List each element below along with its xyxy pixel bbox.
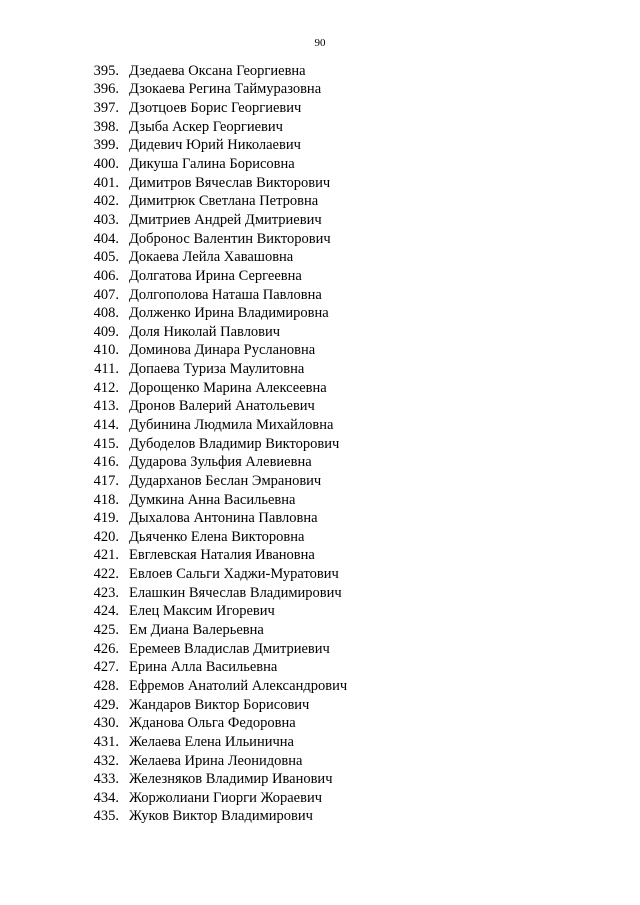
entry-name: Допаева Туриза Маулитовна <box>129 361 305 378</box>
entry-name: Дидевич Юрий Николаевич <box>129 137 301 154</box>
entry-name: Дзокаева Регина Таймуразовна <box>129 81 322 98</box>
entry-number: 411. <box>94 361 119 378</box>
list-item <box>0 509 347 528</box>
list-item <box>0 770 347 789</box>
entry-number: 403. <box>93 211 119 228</box>
list-item <box>0 714 347 733</box>
page-number: 90 <box>314 37 326 49</box>
entry-name: Еремеев Владислав Дмитриевич <box>129 640 330 657</box>
entry-name: Дзедаева Оксана Георгиевна <box>129 62 306 79</box>
entry-name: Димитрюк Светлана Петровна <box>129 193 319 210</box>
entry-name: Долженко Ирина Владимировна <box>129 305 329 322</box>
entry-name: Дзыба Аскер Георгиевич <box>129 118 283 135</box>
list-item <box>0 733 347 752</box>
entry-number: 407. <box>93 286 119 303</box>
entry-name: Доля Николай Павлович <box>129 323 281 340</box>
entry-name: Дорощенко Марина Алексеевна <box>129 379 327 396</box>
entry-name: Доминова Динара Руслановна <box>129 342 316 359</box>
entry-name: Долгополова Наташа Павловна <box>129 286 322 303</box>
entry-name: Жоржолиани Гиорги Жораевич <box>129 789 322 806</box>
entry-name: Желаева Ирина Леонидовна <box>129 752 303 769</box>
entry-name: Дикуша Галина Борисовна <box>129 156 295 173</box>
entry-number: 416. <box>93 454 119 471</box>
list-item <box>0 808 347 827</box>
list-item <box>0 99 347 118</box>
list-item <box>0 360 347 379</box>
entry-number: 399. <box>93 137 119 154</box>
entry-name: Добронос Валентин Викторович <box>129 230 331 247</box>
entry-name: Ефремов Анатолий Александрович <box>129 677 348 694</box>
list-item <box>0 472 347 491</box>
entry-number: 415. <box>93 435 119 452</box>
entry-number: 406. <box>93 267 119 284</box>
list-item <box>0 752 347 771</box>
list-item <box>0 342 347 361</box>
list-item <box>0 230 347 249</box>
entry-name: Желаева Елена Ильинична <box>129 733 294 750</box>
entry-number: 397. <box>93 100 119 117</box>
entry-number: 432. <box>93 752 119 769</box>
entry-name: Жданова Ольга Федоровна <box>129 715 296 732</box>
list-item <box>0 491 347 510</box>
entry-number: 421. <box>93 547 119 564</box>
list-item <box>0 677 347 696</box>
list-item <box>0 453 347 472</box>
entry-name: Ем Диана Валерьевна <box>129 622 264 639</box>
entry-number: 422. <box>93 566 119 583</box>
entry-name: Елец Максим Игоревич <box>129 603 275 620</box>
list-item <box>0 192 347 211</box>
entry-number: 404. <box>93 230 119 247</box>
entry-name: Дударова Зульфия Алевиевна <box>129 454 312 471</box>
entry-name: Долгатова Ирина Сергеевна <box>129 267 302 284</box>
entry-number: 426. <box>93 640 119 657</box>
list-item <box>0 379 347 398</box>
entry-number: 414. <box>93 416 119 433</box>
entry-number: 405. <box>93 249 119 266</box>
entry-number: 412. <box>93 379 119 396</box>
list-item <box>0 62 347 81</box>
list-item <box>0 81 347 100</box>
list-item <box>0 659 347 678</box>
list-item <box>0 398 347 417</box>
list-item <box>0 528 347 547</box>
entry-number: 428. <box>93 677 119 694</box>
entry-number: 413. <box>93 398 119 415</box>
list-item <box>0 603 347 622</box>
list-item <box>0 696 347 715</box>
entry-name: Дубинина Людмила Михайловна <box>129 416 334 433</box>
entry-name: Жуков Виктор Владимирович <box>129 808 313 825</box>
entry-number: 398. <box>93 118 119 135</box>
entry-number: 401. <box>93 174 119 191</box>
entry-name: Евглевская Наталия Ивановна <box>129 547 315 564</box>
list-item <box>0 584 347 603</box>
list-item <box>0 565 347 584</box>
list-item <box>0 155 347 174</box>
list-item <box>0 304 347 323</box>
entry-number: 417. <box>93 472 119 489</box>
entry-name: Дьяченко Елена Викторовна <box>129 528 305 545</box>
entry-number: 434. <box>93 789 119 806</box>
entry-number: 431. <box>93 733 119 750</box>
list-item <box>0 137 347 156</box>
list-item <box>0 267 347 286</box>
entry-name: Дударханов Беслан Эмранович <box>129 472 322 489</box>
list-item <box>0 547 347 566</box>
entry-number: 423. <box>93 584 119 601</box>
list-item <box>0 435 347 454</box>
entry-number: 435. <box>93 808 119 825</box>
list-item <box>0 640 347 659</box>
entry-name: Евлоев Сальги Хаджи-Муратович <box>129 566 339 583</box>
list-item <box>0 416 347 435</box>
list-item <box>0 118 347 137</box>
entry-number: 418. <box>93 491 119 508</box>
entry-number: 430. <box>93 715 119 732</box>
entry-number: 425. <box>93 622 119 639</box>
name-list <box>0 62 347 826</box>
entry-name: Дубоделов Владимир Викторович <box>129 435 340 452</box>
entry-number: 400. <box>93 156 119 173</box>
list-item <box>0 211 347 230</box>
entry-name: Докаева Лейла Хавашовна <box>129 249 294 266</box>
entry-name: Дзотцоев Борис Георгиевич <box>129 100 302 117</box>
entry-number: 420. <box>93 528 119 545</box>
entry-name: Димитров Вячеслав Викторович <box>129 174 331 191</box>
entry-number: 433. <box>93 771 119 788</box>
entry-number: 409. <box>93 323 119 340</box>
entry-number: 427. <box>93 659 119 676</box>
list-item <box>0 323 347 342</box>
entry-name: Елашкин Вячеслав Владимирович <box>129 584 342 601</box>
entry-name: Жандаров Виктор Борисович <box>129 696 310 713</box>
list-item <box>0 789 347 808</box>
entry-name: Дыхалова Антонина Павловна <box>129 510 318 527</box>
entry-number: 408. <box>93 305 119 322</box>
list-item <box>0 248 347 267</box>
entry-name: Думкина Анна Васильевна <box>129 491 296 508</box>
entry-number: 424. <box>93 603 119 620</box>
entry-name: Ерина Алла Васильевна <box>129 659 278 676</box>
entry-name: Железняков Владимир Иванович <box>129 771 333 788</box>
entry-name: Дмитриев Андрей Дмитриевич <box>129 211 322 228</box>
entry-number: 402. <box>93 193 119 210</box>
list-item <box>0 174 347 193</box>
list-item <box>0 286 347 305</box>
entry-name: Дронов Валерий Анатольевич <box>129 398 315 415</box>
entry-number: 395. <box>93 62 119 79</box>
entry-number: 396. <box>93 81 119 98</box>
entry-number: 410. <box>93 342 119 359</box>
entry-number: 419. <box>93 510 119 527</box>
list-item <box>0 621 347 640</box>
entry-number: 429. <box>93 696 119 713</box>
